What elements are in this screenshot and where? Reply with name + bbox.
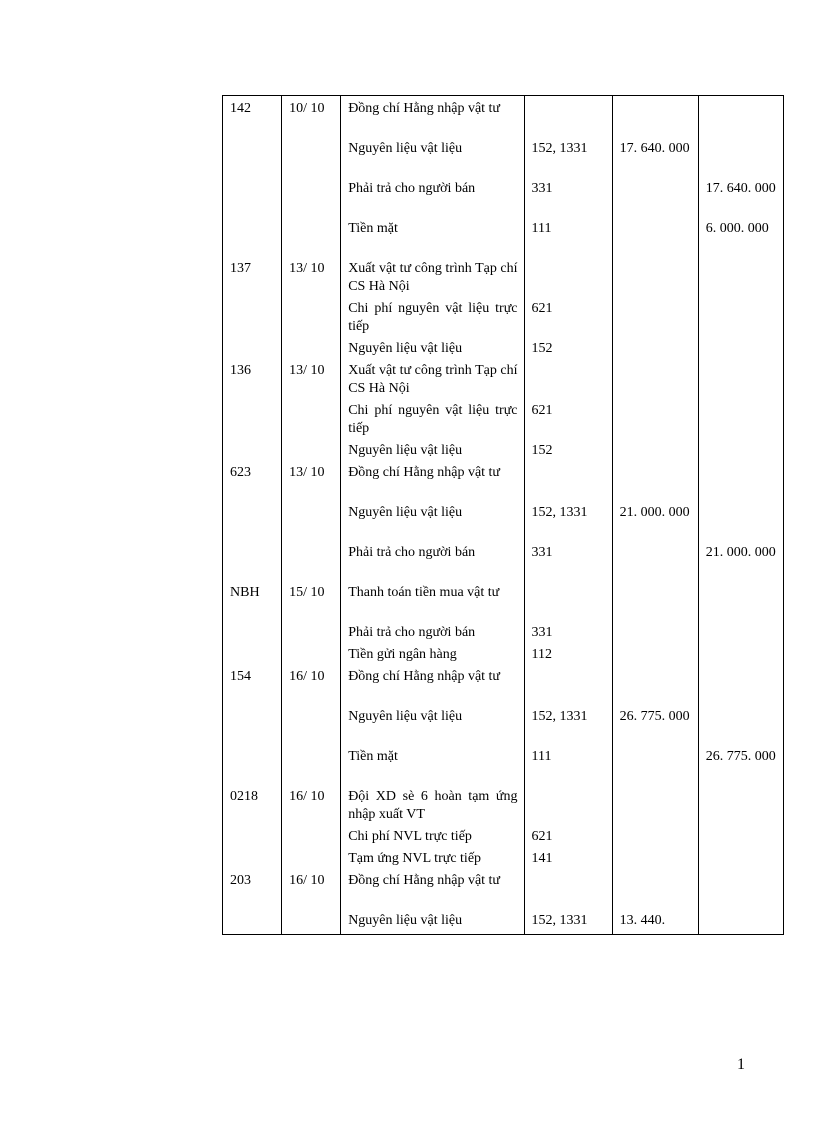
- doc-number-cell: NBH: [223, 580, 282, 620]
- table-row: [223, 846, 784, 868]
- date-cell: 16/ 10: [282, 868, 341, 908]
- account-cell: 112: [524, 642, 612, 664]
- date-cell: 13/ 10: [282, 358, 341, 398]
- description-cell: Xuất vật tư công trình Tạp chí CS Hà Nội: [341, 358, 524, 398]
- debit-amount-cell: 21. 000. 000: [612, 500, 698, 540]
- credit-amount-cell: 21. 000. 000: [698, 540, 783, 580]
- description-cell: Nguyên liệu vật liệu: [341, 500, 524, 540]
- date-cell: [282, 398, 341, 438]
- date-cell: [282, 744, 341, 784]
- table-row: [223, 744, 784, 784]
- credit-amount-cell: [698, 136, 783, 176]
- table-row: [223, 642, 784, 664]
- credit-amount-cell: [698, 438, 783, 460]
- debit-amount-cell: [612, 540, 698, 580]
- credit-amount-cell: [698, 642, 783, 664]
- credit-amount-cell: [698, 96, 783, 136]
- account-cell: [524, 580, 612, 620]
- debit-amount-cell: 17. 640. 000: [612, 136, 698, 176]
- credit-amount-cell: [698, 784, 783, 824]
- account-cell: 331: [524, 620, 612, 642]
- doc-number-cell: [223, 336, 282, 358]
- table-row: [223, 704, 784, 744]
- table-row: [223, 460, 784, 500]
- description-cell: Chi phí nguyên vật liệu trực tiếp: [341, 296, 524, 336]
- doc-number-cell: 137: [223, 256, 282, 296]
- description-cell: Nguyên liệu vật liệu: [341, 136, 524, 176]
- date-cell: [282, 136, 341, 176]
- debit-amount-cell: [612, 358, 698, 398]
- table-row: [223, 908, 784, 935]
- account-cell: 621: [524, 296, 612, 336]
- debit-amount-cell: [612, 176, 698, 216]
- date-cell: [282, 336, 341, 358]
- debit-amount-cell: [612, 460, 698, 500]
- debit-amount-cell: [612, 664, 698, 704]
- doc-number-cell: [223, 846, 282, 868]
- date-cell: [282, 642, 341, 664]
- account-cell: [524, 868, 612, 908]
- description-cell: Tạm ứng NVL trực tiếp: [341, 846, 524, 868]
- credit-amount-cell: 26. 775. 000: [698, 744, 783, 784]
- description-cell: Phải trả cho người bán: [341, 620, 524, 642]
- doc-number-cell: [223, 398, 282, 438]
- table-row: [223, 620, 784, 642]
- table-row: [223, 868, 784, 908]
- description-cell: Đồng chí Hằng nhập vật tư: [341, 664, 524, 704]
- credit-amount-cell: [698, 704, 783, 744]
- credit-amount-cell: [698, 460, 783, 500]
- date-cell: [282, 176, 341, 216]
- description-cell: Đồng chí Hằng nhập vật tư: [341, 96, 524, 136]
- account-cell: 621: [524, 398, 612, 438]
- table-row: [223, 216, 784, 256]
- debit-amount-cell: [612, 336, 698, 358]
- description-cell: Đội XD sè 6 hoàn tạm ứng nhập xuất VT: [341, 784, 524, 824]
- table-row: [223, 500, 784, 540]
- credit-amount-cell: 6. 000. 000: [698, 216, 783, 256]
- debit-amount-cell: [612, 620, 698, 642]
- account-cell: 152: [524, 336, 612, 358]
- credit-amount-cell: [698, 336, 783, 358]
- account-cell: 152, 1331: [524, 704, 612, 744]
- account-cell: 152, 1331: [524, 500, 612, 540]
- debit-amount-cell: [612, 398, 698, 438]
- description-cell: Chi phí nguyên vật liệu trực tiếp: [341, 398, 524, 438]
- date-cell: [282, 620, 341, 642]
- account-cell: 141: [524, 846, 612, 868]
- description-cell: Phải trả cho người bán: [341, 540, 524, 580]
- table-row: [223, 398, 784, 438]
- doc-number-cell: [223, 136, 282, 176]
- table-row: [223, 580, 784, 620]
- doc-number-cell: 154: [223, 664, 282, 704]
- description-cell: Tiền mặt: [341, 744, 524, 784]
- doc-number-cell: 136: [223, 358, 282, 398]
- table-row: [223, 824, 784, 846]
- doc-number-cell: [223, 642, 282, 664]
- doc-number-cell: 623: [223, 460, 282, 500]
- table-row: [223, 784, 784, 824]
- account-cell: [524, 460, 612, 500]
- date-cell: [282, 846, 341, 868]
- doc-number-cell: [223, 438, 282, 460]
- account-cell: 152: [524, 438, 612, 460]
- credit-amount-cell: [698, 256, 783, 296]
- date-cell: 16/ 10: [282, 784, 341, 824]
- credit-amount-cell: [698, 620, 783, 642]
- date-cell: [282, 296, 341, 336]
- debit-amount-cell: 13. 440.: [612, 908, 698, 935]
- description-cell: Xuất vật tư công trình Tạp chí CS Hà Nội: [341, 256, 524, 296]
- account-cell: 111: [524, 744, 612, 784]
- credit-amount-cell: [698, 664, 783, 704]
- table-row: [223, 664, 784, 704]
- table-row: [223, 256, 784, 296]
- date-cell: 16/ 10: [282, 664, 341, 704]
- credit-amount-cell: [698, 846, 783, 868]
- doc-number-cell: [223, 296, 282, 336]
- page-number: 1: [737, 1056, 745, 1073]
- doc-number-cell: [223, 908, 282, 935]
- debit-amount-cell: 26. 775. 000: [612, 704, 698, 744]
- table-row: [223, 296, 784, 336]
- ledger-table: [222, 95, 784, 935]
- debit-amount-cell: [612, 580, 698, 620]
- account-cell: 621: [524, 824, 612, 846]
- table-row: [223, 358, 784, 398]
- account-cell: 331: [524, 540, 612, 580]
- table-row: [223, 540, 784, 580]
- date-cell: 13/ 10: [282, 256, 341, 296]
- account-cell: 111: [524, 216, 612, 256]
- date-cell: [282, 500, 341, 540]
- debit-amount-cell: [612, 642, 698, 664]
- table-row: [223, 176, 784, 216]
- debit-amount-cell: [612, 296, 698, 336]
- description-cell: Nguyên liệu vật liệu: [341, 438, 524, 460]
- doc-number-cell: 0218: [223, 784, 282, 824]
- credit-amount-cell: [698, 580, 783, 620]
- credit-amount-cell: [698, 908, 783, 935]
- description-cell: Phải trả cho người bán: [341, 176, 524, 216]
- date-cell: 10/ 10: [282, 96, 341, 136]
- credit-amount-cell: [698, 824, 783, 846]
- account-cell: [524, 784, 612, 824]
- account-cell: [524, 256, 612, 296]
- date-cell: [282, 704, 341, 744]
- account-cell: 331: [524, 176, 612, 216]
- account-cell: [524, 664, 612, 704]
- debit-amount-cell: [612, 824, 698, 846]
- description-cell: Chi phí NVL trực tiếp: [341, 824, 524, 846]
- credit-amount-cell: [698, 296, 783, 336]
- doc-number-cell: 203: [223, 868, 282, 908]
- debit-amount-cell: [612, 256, 698, 296]
- date-cell: [282, 824, 341, 846]
- credit-amount-cell: 17. 640. 000: [698, 176, 783, 216]
- doc-number-cell: [223, 620, 282, 642]
- date-cell: 13/ 10: [282, 460, 341, 500]
- account-cell: 152, 1331: [524, 136, 612, 176]
- table-row: [223, 96, 784, 136]
- credit-amount-cell: [698, 358, 783, 398]
- doc-number-cell: [223, 500, 282, 540]
- account-cell: [524, 96, 612, 136]
- debit-amount-cell: [612, 438, 698, 460]
- doc-number-cell: [223, 824, 282, 846]
- debit-amount-cell: [612, 784, 698, 824]
- description-cell: Nguyên liệu vật liệu: [341, 908, 524, 935]
- account-cell: 152, 1331: [524, 908, 612, 935]
- credit-amount-cell: [698, 398, 783, 438]
- doc-number-cell: [223, 176, 282, 216]
- description-cell: Tiền mặt: [341, 216, 524, 256]
- doc-number-cell: [223, 744, 282, 784]
- credit-amount-cell: [698, 500, 783, 540]
- debit-amount-cell: [612, 744, 698, 784]
- description-cell: Thanh toán tiền mua vật tư: [341, 580, 524, 620]
- table-row: [223, 336, 784, 358]
- date-cell: [282, 216, 341, 256]
- date-cell: 15/ 10: [282, 580, 341, 620]
- debit-amount-cell: [612, 868, 698, 908]
- account-cell: [524, 358, 612, 398]
- debit-amount-cell: [612, 216, 698, 256]
- description-cell: Nguyên liệu vật liệu: [341, 704, 524, 744]
- table-row: [223, 438, 784, 460]
- doc-number-cell: [223, 540, 282, 580]
- ledger-body: [223, 96, 784, 935]
- date-cell: [282, 540, 341, 580]
- doc-number-cell: [223, 704, 282, 744]
- date-cell: [282, 438, 341, 460]
- description-cell: Tiền gửi ngân hàng: [341, 642, 524, 664]
- doc-number-cell: 142: [223, 96, 282, 136]
- credit-amount-cell: [698, 868, 783, 908]
- description-cell: Nguyên liệu vật liệu: [341, 336, 524, 358]
- description-cell: Đồng chí Hằng nhập vật tư: [341, 460, 524, 500]
- table-row: [223, 136, 784, 176]
- debit-amount-cell: [612, 96, 698, 136]
- debit-amount-cell: [612, 846, 698, 868]
- description-cell: Đồng chí Hằng nhập vật tư: [341, 868, 524, 908]
- date-cell: [282, 908, 341, 935]
- doc-number-cell: [223, 216, 282, 256]
